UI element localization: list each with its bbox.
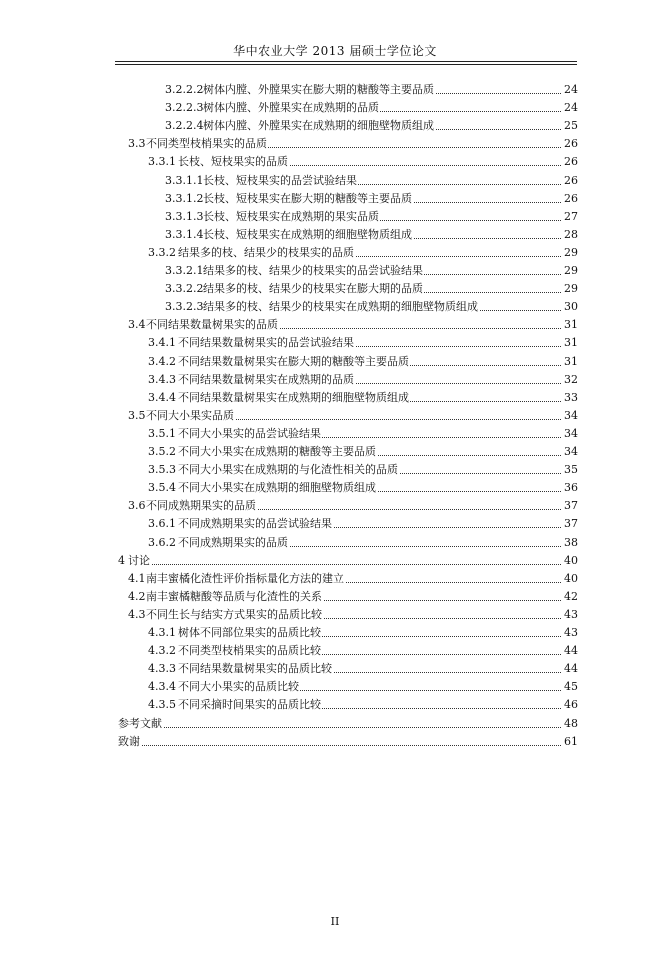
toc-entry-number: 3.6.2 [148,535,176,549]
header-title: 华中农业大学 2013 届硕士学位论文 [233,44,437,58]
toc-entry-number: 4.3.5 [148,698,176,712]
toc-entry[interactable] [0,535,670,551]
toc-entry[interactable] [0,444,670,460]
toc-entry-number: 3.2.2.2 [165,83,204,96]
toc-entry-title: 长枝、短枝果实的品尝试验结果 [203,173,357,187]
toc-entry-page: 28 [564,227,578,241]
toc-entry-title: 不同结果数量树果实的品尝试验结果 [178,336,354,350]
toc-entry[interactable] [0,679,670,695]
toc-entry-page: 34 [564,445,578,458]
toc-entry-number: 3.5.1 [148,426,176,440]
toc-entry[interactable] [0,191,670,207]
toc-entry-page: 44 [564,644,578,658]
toc-entry[interactable] [0,498,670,514]
toc-entry-page: 36 [564,481,578,495]
toc-entry-title: 致谢 [118,734,140,748]
toc-entry-page: 34 [564,426,578,440]
toc-entry-title: 长枝、短枝果实在膨大期的糖酸等主要品质 [203,191,412,205]
toc-entry-number: 3.4 [128,318,146,332]
toc-entry-leader [118,745,575,746]
toc-entry-number: 4.3.1 [148,626,176,639]
toc-entry-page: 37 [564,517,578,531]
toc-entry-title: 树体内膛、外膛果实在膨大期的糖酸等主要品质 [203,83,434,96]
toc-entry[interactable] [0,317,670,333]
toc-entry-title: 不同大小果实在成熟期的与化渣性相关的品质 [178,463,398,477]
toc-entry-number: 4.3.4 [148,680,176,694]
toc-entry-number: 3.6 [128,499,146,513]
toc-entry-title: 长枝、短枝果实的品质 [178,155,288,169]
toc-entry-page: 24 [564,83,578,96]
toc-entry-number: 3.4.1 [148,336,176,350]
toc-entry[interactable] [0,697,670,713]
toc-entry-number: 3.3 [128,137,146,151]
toc-entry-page: 27 [564,209,578,223]
toc-entry-title: 参考文献 [118,716,162,730]
toc-entry-title: 不同大小果实的品尝试验结果 [178,426,321,440]
toc-entry-page: 61 [564,734,578,748]
toc-entry-number: 3.2.2.4 [165,119,204,133]
toc-entry-page: 29 [564,264,578,277]
toc-entry-number: 3.5 [128,408,146,422]
toc-entry-page: 44 [564,662,578,676]
toc-entry[interactable] [0,100,670,116]
toc-entry-number: 4.3.3 [148,662,176,676]
toc-entry[interactable] [0,553,670,569]
toc-entry[interactable] [0,643,670,659]
toc-entry-page: 43 [564,626,578,639]
toc-entry[interactable] [0,245,670,261]
toc-entry-title: 树体不同部位果实的品质比较 [178,626,321,639]
toc-entry-page: 32 [564,372,578,386]
toc-entry-title: 不同结果数量树果实在成熟期的品质 [178,372,354,386]
toc-entry-number: 3.3.2 [148,245,176,259]
toc-entry-title: 不同结果数量树果实在成熟期的细胞壁物质组成 [178,390,409,404]
toc-entry-title: 不同成熟期果实的品尝试验结果 [178,517,332,531]
toc-entry[interactable] [0,571,670,587]
toc-entry-title: 不同大小果实在成熟期的糖酸等主要品质 [178,445,376,458]
toc-entry-title: 不同成熟期果实的品质 [146,499,256,513]
toc-entry[interactable] [0,354,670,370]
toc-entry[interactable] [0,462,670,478]
toc-entry-title: 不同大小果实品质 [146,408,234,422]
toc-entry[interactable] [0,426,670,442]
toc-entry-page: 26 [564,173,578,187]
toc-entry-page: 34 [564,408,578,422]
toc-entry-page: 45 [564,680,578,694]
toc-entry[interactable] [0,335,670,351]
toc-entry[interactable] [0,625,670,641]
toc-entry-title: 不同生长与结实方式果实的品质比较 [146,607,322,621]
toc-entry-page: 48 [564,716,578,730]
toc-entry-number: 3.5.3 [148,463,176,477]
toc-entry-title: 不同大小果实的品质比较 [178,680,299,694]
toc-entry-number: 3.3.1.3 [165,209,204,223]
toc-entry-page: 42 [564,589,578,603]
toc-entry-page: 35 [564,463,578,477]
toc-entry-leader [128,564,575,565]
toc-entry-page: 37 [564,499,578,513]
toc-entry-title: 树体内膛、外膛果实在成熟期的细胞壁物质组成 [203,119,434,133]
toc-entry-page: 26 [564,191,578,205]
toc-entry-page: 31 [564,318,578,332]
toc-entry-number: 3.3.2.2 [165,282,204,296]
toc-entry-title: 不同结果数量树果实的品质 [146,318,278,332]
toc-entry-number: 3.4.3 [148,372,176,386]
toc-entry-title: 结果多的枝、结果少的枝果实在膨大期的品质 [203,282,423,296]
toc-entry-page: 31 [564,354,578,368]
toc-entry[interactable] [0,209,670,225]
toc-entry-title: 不同类型枝梢果实的品质 [146,137,267,151]
toc-entry-title: 南丰蜜橘化渣性评价指标量化方法的建立 [146,571,344,585]
toc-entry-number: 4.1 [128,571,146,585]
toc-entry-page: 46 [564,698,578,712]
toc-entry-number: 3.4.2 [148,354,176,368]
toc-entry-title: 不同大小果实在成熟期的细胞壁物质组成 [178,481,376,495]
toc-entry-number: 3.3.2.1 [165,264,204,277]
toc-entry-title: 长枝、短枝果实在成熟期的果实品质 [203,209,379,223]
toc-entry-page: 33 [564,390,578,404]
toc-entry-title: 结果多的枝、结果少的枝果实的品尝试验结果 [203,264,423,277]
toc-entry[interactable] [0,281,670,297]
toc-entry[interactable] [0,661,670,677]
toc-entry-page: 31 [564,336,578,350]
toc-entry[interactable] [0,263,670,279]
toc-entry-title: 不同类型枝梢果实的品质比较 [178,644,321,658]
toc-entry-title: 长枝、短枝果实在成熟期的细胞壁物质组成 [203,227,412,241]
toc-entry[interactable] [0,154,670,170]
page-number: II [330,915,340,928]
toc-entry-number: 3.5.2 [148,445,176,458]
toc-entry[interactable] [0,173,670,189]
toc-entry-number: 3.2.2.3 [165,101,204,115]
toc-entry-title: 不同结果数量树果实在膨大期的糖酸等主要品质 [178,354,409,368]
toc-entry-page: 26 [564,137,578,151]
toc-entry-number: 3.3.1.2 [165,191,204,205]
toc-entry-number: 4.3 [128,607,146,621]
toc-entry-title: 结果多的枝、结果少的枝果实在成熟期的细胞壁物质组成 [203,300,478,314]
toc-entry-leader [118,727,575,728]
toc-entry-title: 不同成熟期果实的品质 [178,535,288,549]
toc-entry[interactable] [0,734,670,750]
toc-entry-page: 40 [564,571,578,585]
toc-entry-page: 24 [564,101,578,115]
toc-entry-number: 4.2 [128,589,146,603]
toc-entry-title: 讨论 [128,553,150,567]
toc-entry-number: 3.3.2.3 [165,300,204,314]
toc-entry-title: 结果多的枝、结果少的枝果实的品质 [178,245,354,259]
toc-entry[interactable] [0,118,670,134]
toc-entry-number: 4.3.2 [148,644,176,658]
toc-entry[interactable] [0,390,670,406]
header-rule-bottom [115,64,577,65]
toc-entry-title: 不同采摘时间果实的品质比较 [178,698,321,712]
toc-entry-page: 40 [564,553,578,567]
header-rule-top [115,61,577,62]
toc-entry[interactable] [0,716,670,732]
toc-entry[interactable] [0,516,670,532]
toc-entry-title: 南丰蜜橘糖酸等品质与化渣性的关系 [146,589,322,603]
toc-entry-number: 3.3.1.4 [165,227,204,241]
toc-entry[interactable] [0,480,670,496]
toc-entry-page: 30 [564,300,578,314]
toc-entry[interactable] [0,607,670,623]
toc-entry-page: 29 [564,245,578,259]
toc-entry-page: 25 [564,119,578,133]
toc-entry[interactable] [0,136,670,152]
toc-entry-page: 43 [564,607,578,621]
toc-entry-title: 不同结果数量树果实的品质比较 [178,662,332,676]
toc-entry[interactable] [0,372,670,388]
toc-entry-page: 26 [564,155,578,169]
toc-entry[interactable] [0,589,670,605]
toc-entry-page: 38 [564,535,578,549]
toc-entry[interactable] [0,408,670,424]
toc-entry[interactable] [0,227,670,243]
toc-entry[interactable] [0,82,670,98]
toc-entry-number: 3.3.1.1 [165,173,204,187]
toc-entry[interactable] [0,299,670,315]
toc-entry-number: 3.5.4 [148,481,176,495]
toc-entry-number: 4 [118,553,125,567]
toc-entry-number: 3.3.1 [148,155,176,169]
toc-entry-title: 树体内膛、外膛果实在成熟期的品质 [203,101,379,115]
toc-entry-number: 3.6.1 [148,517,176,531]
toc-entry-number: 3.4.4 [148,390,176,404]
toc-entry-page: 29 [564,282,578,296]
